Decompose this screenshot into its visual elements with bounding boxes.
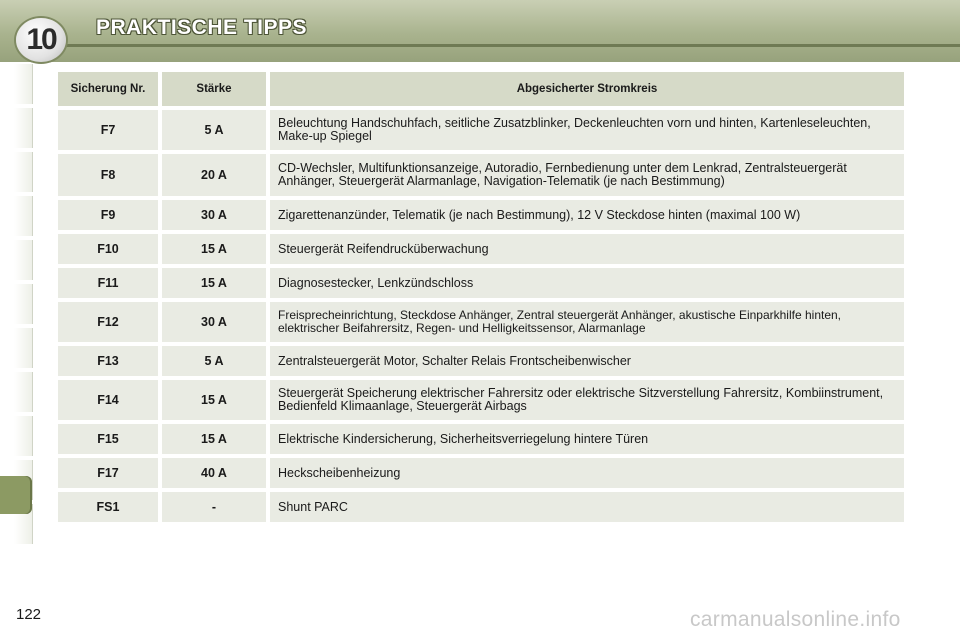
chapter-tab[interactable]: [14, 372, 33, 412]
fuse-number: FS1: [58, 492, 158, 522]
fuse-circuit: Zigarettenanzünder, Telematik (je nach Bestimmung), 12 V Steckdose hinten (maximal 100 W): [266, 200, 904, 230]
fuse-circuit: Diagnosestecker, Lenkzündschloss: [266, 268, 904, 298]
fuse-rating: 15 A: [158, 234, 266, 264]
chapter-number-badge: 10: [16, 18, 66, 62]
chapter-tab[interactable]: [14, 328, 33, 368]
table-header-row: [58, 72, 904, 106]
table-row: [58, 424, 904, 454]
fuse-number: F11: [58, 268, 158, 298]
chapter-tab[interactable]: [14, 108, 33, 148]
table-row: [58, 492, 904, 522]
fuse-rating: -: [158, 492, 266, 522]
fuse-circuit: Heckscheibenheizung: [266, 458, 904, 488]
fuse-rating: 5 A: [158, 110, 266, 150]
fuse-rating: 40 A: [158, 458, 266, 488]
watermark: carmanualsonline.info: [690, 608, 901, 631]
fuse-circuit: Freisprecheinrichtung, Steckdose Anhänger, Zentral steuergerät Anhänger, akustische Einparkhilfe hinten, elektrischer Beifahrersitz, Regen- und Helligkeitssensor, Alarmanlage: [266, 302, 904, 342]
table-row: [58, 234, 904, 264]
column-header-stromkreis: Abgesicherter Stromkreis: [266, 72, 904, 106]
table-row: [58, 346, 904, 376]
table-row: [58, 302, 904, 342]
fuse-circuit: Steuergerät Speicherung elektrischer Fahrersitz oder elektrische Sitzverstellung Fahrersitz, Kombiinstrument, Bedienfeld Klimaanlage, Steuergerät Airbags: [266, 380, 904, 420]
fuse-rating: 30 A: [158, 302, 266, 342]
fuse-circuit: Zentralsteuergerät Motor, Schalter Relais Frontscheibenwischer: [266, 346, 904, 376]
fuse-number: F10: [58, 234, 158, 264]
table-row: [58, 380, 904, 420]
fuse-number: F13: [58, 346, 158, 376]
fuse-rating: 15 A: [158, 268, 266, 298]
fuse-circuit: CD-Wechsler, Multifunktionsanzeige, Autoradio, Fernbedienung unter dem Lenkrad, Zentralsteuergerät Anhänger, Steuergerät Alarmanlage, Navigation-Telematik (je nach Bestimmung): [266, 154, 904, 196]
header-divider: [60, 44, 960, 47]
chapter-tab[interactable]: [14, 240, 33, 280]
fuse-circuit: Elektrische Kindersicherung, Sicherheitsverriegelung hintere Türen: [266, 424, 904, 454]
fuse-circuit: Beleuchtung Handschuhfach, seitliche Zusatzblinker, Deckenleuchten vorn und hinten, Kartenleseleuchten, Make-up Spiegel: [266, 110, 904, 150]
chapter-tab[interactable]: [14, 64, 33, 104]
fuse-rating: 20 A: [158, 154, 266, 196]
fuse-number: F8: [58, 154, 158, 196]
fuse-circuit: Shunt PARC: [266, 492, 904, 522]
fuse-rating: 5 A: [158, 346, 266, 376]
fuse-circuit: Steuergerät Reifendrucküberwachung: [266, 234, 904, 264]
page-number: 122: [16, 606, 42, 623]
fuse-rating: 15 A: [158, 380, 266, 420]
chapter-tab[interactable]: [14, 416, 33, 456]
table-row: [58, 200, 904, 230]
fuse-rating: 30 A: [158, 200, 266, 230]
fuse-number: F12: [58, 302, 158, 342]
table-row: [58, 154, 904, 196]
fuse-number: F15: [58, 424, 158, 454]
fuse-number: F7: [58, 110, 158, 150]
fuse-table: [58, 68, 904, 526]
page-title: PRAKTISCHE TIPPS: [96, 16, 308, 39]
chapter-tab[interactable]: [14, 284, 33, 324]
table-row: [58, 268, 904, 298]
table-row: [58, 458, 904, 488]
column-header-staerke: Stärke: [158, 72, 266, 106]
fuse-rating: 15 A: [158, 424, 266, 454]
chapter-tab[interactable]: [14, 152, 33, 192]
fuse-number: F14: [58, 380, 158, 420]
fuse-number: F9: [58, 200, 158, 230]
column-header-nr: Sicherung Nr.: [58, 72, 158, 106]
chapter-tab[interactable]: [14, 196, 33, 236]
active-chapter-tab[interactable]: [0, 476, 32, 514]
fuse-number: F17: [58, 458, 158, 488]
table-row: [58, 110, 904, 150]
